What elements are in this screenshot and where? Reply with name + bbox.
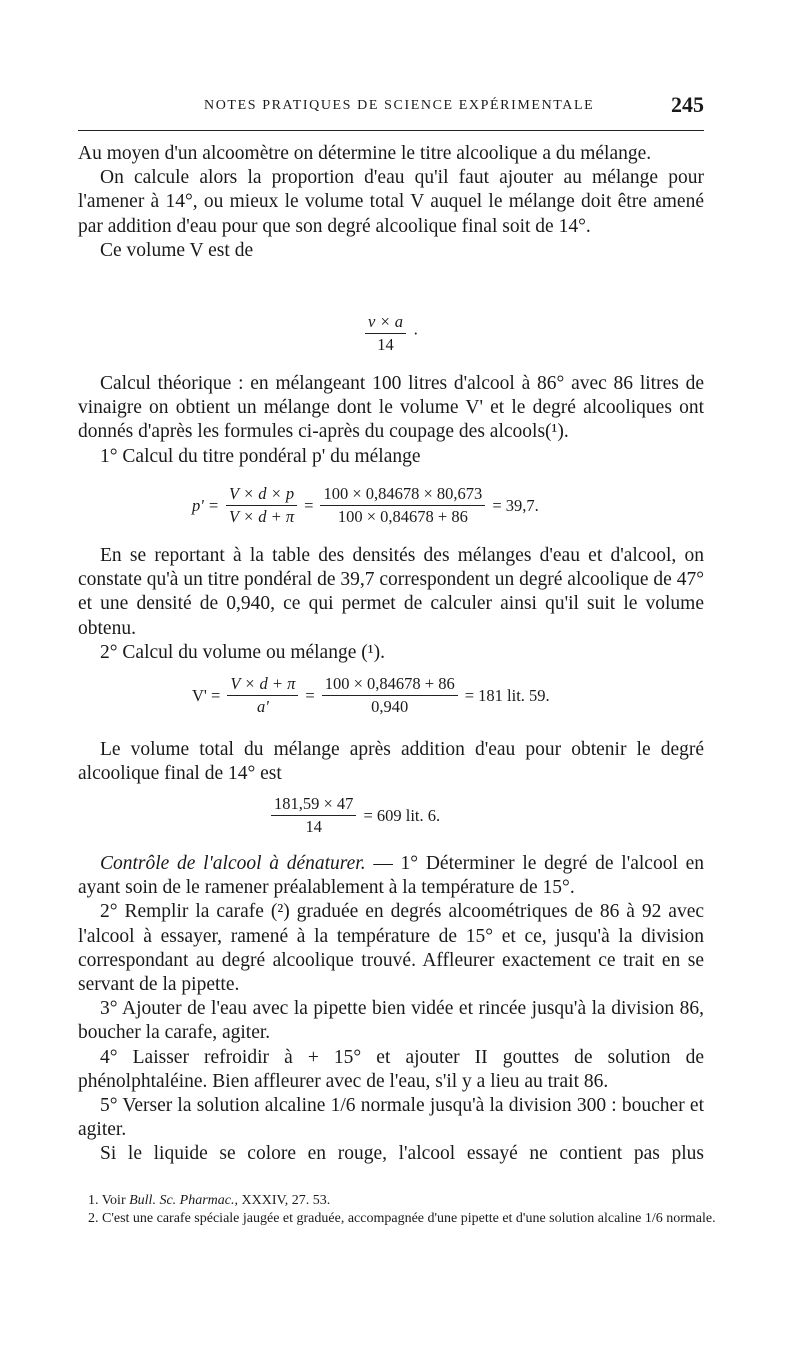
fraction	[365, 312, 406, 355]
formula-result: = 39,7.	[492, 495, 539, 515]
running-header	[78, 94, 704, 122]
footnote-2: 2. C'est une carafe spéciale jaugée et graduée, accompagnée d'une pipette et d'une solution alcaline 1/6 normale.	[88, 1210, 716, 1226]
body-block-5	[78, 852, 704, 1167]
fraction	[322, 674, 458, 717]
body-block-3	[78, 544, 704, 665]
footnote-1-ref: XXXIV, 27. 53.	[237, 1193, 331, 1208]
page-number: 245	[671, 92, 704, 117]
formula-lhs: p' =	[192, 495, 220, 515]
paragraph-7: 2° Calcul du volume ou mélange (¹).	[100, 641, 385, 663]
header-title: NOTES PRATIQUES DE SCIENCE EXPÉRIMENTALE	[204, 98, 595, 113]
paragraph-3: Ce volume V est de	[100, 239, 254, 261]
body-block-2	[78, 372, 704, 469]
paragraph-13: 5° Verser la solution alcaline 1/6 normale jusqu'à la division 300 : boucher et agiter.	[78, 1095, 704, 1141]
paragraph-8: Le volume total du mélange après addition d'eau pour obtenir le degré alcoolique final de 14° est	[78, 739, 704, 785]
formula-result: = 181 lit. 59.	[464, 685, 550, 705]
fraction-denominator: 14	[377, 335, 394, 354]
formula-total	[268, 794, 444, 837]
fraction-numerator: V × d + π	[227, 674, 298, 696]
fraction	[320, 484, 485, 527]
paragraph-4: Calcul théorique : en mélangeant 100 litres d'alcool à 86° avec 86 litres de vinaigre on obtient un mélange dont le volume V' et le degré alcooliques ont donnés d'après les formules ci-après du coupage des alcools(¹).	[78, 373, 704, 443]
paragraph-9	[78, 852, 704, 900]
paragraph-5: 1° Calcul du titre pondéral p' du mélange	[100, 445, 421, 467]
formula-lhs: V' =	[192, 685, 221, 705]
fraction-denominator: 100 × 0,84678 + 86	[337, 507, 468, 526]
fraction	[226, 484, 297, 527]
formula-titre-ponderal	[188, 484, 543, 527]
formula-result: = 609 lit. 6.	[363, 805, 441, 825]
paragraph-2: On calcule alors la proportion d'eau qu'il faut ajouter au mélange pour l'amener à 14°, ou mieux le volume total V auquel le mélange doit être amené par addition d'eau pour que son degré alcoolique final soit de 14°.	[78, 167, 704, 237]
footnote-1-journal: Bull. Sc. Pharmac.,	[129, 1193, 238, 1208]
equals-sign: =	[304, 495, 314, 515]
equals-sign: =	[305, 685, 315, 705]
formula-tail: ·	[412, 323, 419, 343]
paragraph-1: Au moyen d'un alcoomètre on détermine le titre alcoolique a du mélange.	[78, 143, 652, 164]
footnote-1	[78, 1192, 718, 1210]
paragraph-6: En se reportant à la table des densités des mélanges d'eau et d'alcool, on constate qu'à un titre pondéral de 39,7 correspondent un degré alcoolique de 47° et une densité de 0,940, ce qui permet de calculer ainsi qu'il suit le volume obtenu.	[78, 545, 704, 639]
paragraph-11: 3° Ajouter de l'eau avec la pipette bien vidée et rincée jusqu'à la division 86, boucher la carafe, agiter.	[78, 998, 704, 1044]
fraction-denominator: a'	[256, 697, 269, 716]
formula-volume-melange	[188, 674, 554, 717]
paragraph-14: Si le liquide se colore en rouge, l'alcool essayé ne contient pas plus	[100, 1143, 704, 1165]
header-rule	[78, 130, 704, 131]
fraction-denominator: 14	[305, 817, 322, 836]
footnote-1-prefix: 1. Voir	[88, 1193, 130, 1208]
fraction-denominator: 0,940	[371, 697, 409, 716]
fraction-numerator: v × a	[365, 312, 406, 334]
body-block-1	[78, 142, 704, 263]
paragraph-12: 4° Laisser refroidir à + 15° et ajouter II gouttes de solution de phénolphtaléine. Bien affleurer avec de l'eau, s'il y a lieu au trait 86.	[78, 1046, 704, 1092]
fraction-denominator: V × d + π	[229, 507, 295, 526]
formula-volume	[362, 312, 422, 355]
paragraph-10: 2° Remplir la carafe (²) graduée en degrés alcoométriques de 86 à 92 avec l'alcool à essayer, ramené à la température de 15° et ce, jusqu'à la division correspondant au degré alcoolique trouvé. Affleurer exactement ce trait en se servant de la pipette.	[78, 901, 704, 996]
fraction	[271, 794, 356, 837]
section-heading: Contrôle de l'alcool à dénaturer.	[100, 853, 366, 874]
body-block-4	[78, 738, 704, 786]
fraction-numerator: 100 × 0,84678 + 86	[322, 674, 458, 696]
fraction	[227, 674, 298, 717]
fraction-numerator: V × d × p	[226, 484, 297, 506]
footnotes	[78, 1192, 718, 1227]
fraction-numerator: 100 × 0,84678 × 80,673	[320, 484, 485, 506]
fraction-numerator: 181,59 × 47	[271, 794, 356, 816]
paragraph-9-text: — 1° Déterminer le degré de l'alcool en ayant soin de le ramener préalablement à la température de 15°.	[78, 853, 704, 899]
